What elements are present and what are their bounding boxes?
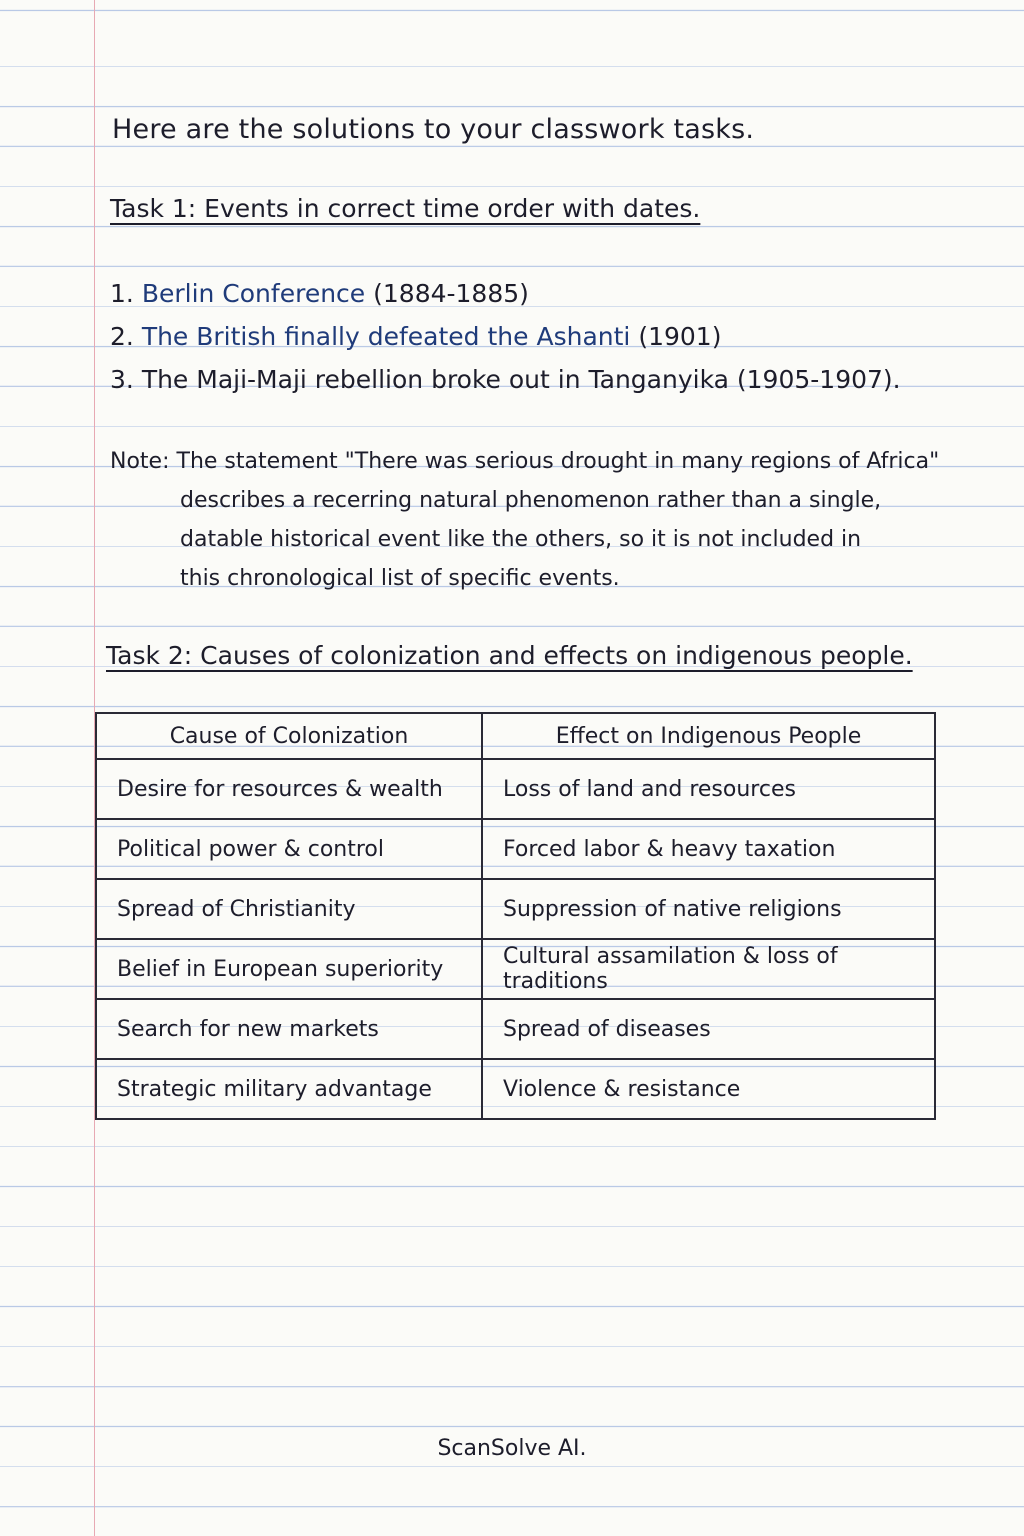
task1-heading: Task 1: Events in correct time order with dates. [110, 194, 701, 223]
effect-cell: Cultural assamilation & loss of traditions [482, 939, 935, 999]
cause-cell: Desire for resources & wealth [96, 759, 482, 819]
event-text: The Maji-Maji rebellion broke out in Tanganyika [141, 365, 729, 394]
effect-cell: Spread of diseases [482, 999, 935, 1059]
cause-cell: Spread of Christianity [96, 879, 482, 939]
note-line: datable historical event like the others, so it is not included in [180, 527, 862, 552]
table-row [96, 759, 935, 819]
event-date: (1901) [638, 322, 722, 351]
footer-brand: ScanSolve AI. [437, 1436, 587, 1461]
intro-text: Here are the solutions to your classwork tasks. [112, 114, 755, 145]
table-row [96, 999, 935, 1059]
note-label: Note: [110, 449, 170, 474]
event-number: 2. [110, 322, 134, 351]
column-header-cause: Cause of Colonization [96, 713, 482, 759]
note-line [110, 442, 939, 481]
note-line: this chronological list of specific events. [180, 566, 620, 591]
event-list [110, 274, 901, 403]
cause-cell: Belief in European superiority [96, 939, 482, 999]
effect-cell: Loss of land and resources [482, 759, 935, 819]
event-number: 3. [110, 365, 134, 394]
note-text: The statement "There was serious drought in many regions of Africa" [176, 449, 940, 474]
note-block [110, 442, 939, 598]
cause-cell: Strategic military advantage [96, 1059, 482, 1119]
table-header-row [96, 713, 935, 759]
event-text: Berlin Conference [141, 279, 366, 308]
event-text: The British finally defeated the Ashanti [141, 322, 631, 351]
event-item [110, 317, 901, 360]
effect-cell: Violence & resistance [482, 1059, 935, 1119]
table-row [96, 819, 935, 879]
causes-effects-table [95, 712, 936, 1120]
effect-cell: Forced labor & heavy taxation [482, 819, 935, 879]
event-item [110, 274, 901, 317]
task2-heading: Task 2: Causes of colonization and effects on indigenous people. [106, 641, 913, 670]
effect-cell: Suppression of native religions [482, 879, 935, 939]
note-line: describes a recerring natural phenomenon rather than a single, [180, 488, 882, 513]
event-date: (1884-1885) [373, 279, 529, 308]
column-header-effect: Effect on Indigenous People [482, 713, 935, 759]
table-row [96, 879, 935, 939]
cause-cell: Search for new markets [96, 999, 482, 1059]
event-date: (1905-1907). [736, 365, 901, 394]
event-item [110, 360, 901, 403]
table-row [96, 1059, 935, 1119]
table-row [96, 939, 935, 999]
event-number: 1. [110, 279, 134, 308]
cause-cell: Political power & control [96, 819, 482, 879]
